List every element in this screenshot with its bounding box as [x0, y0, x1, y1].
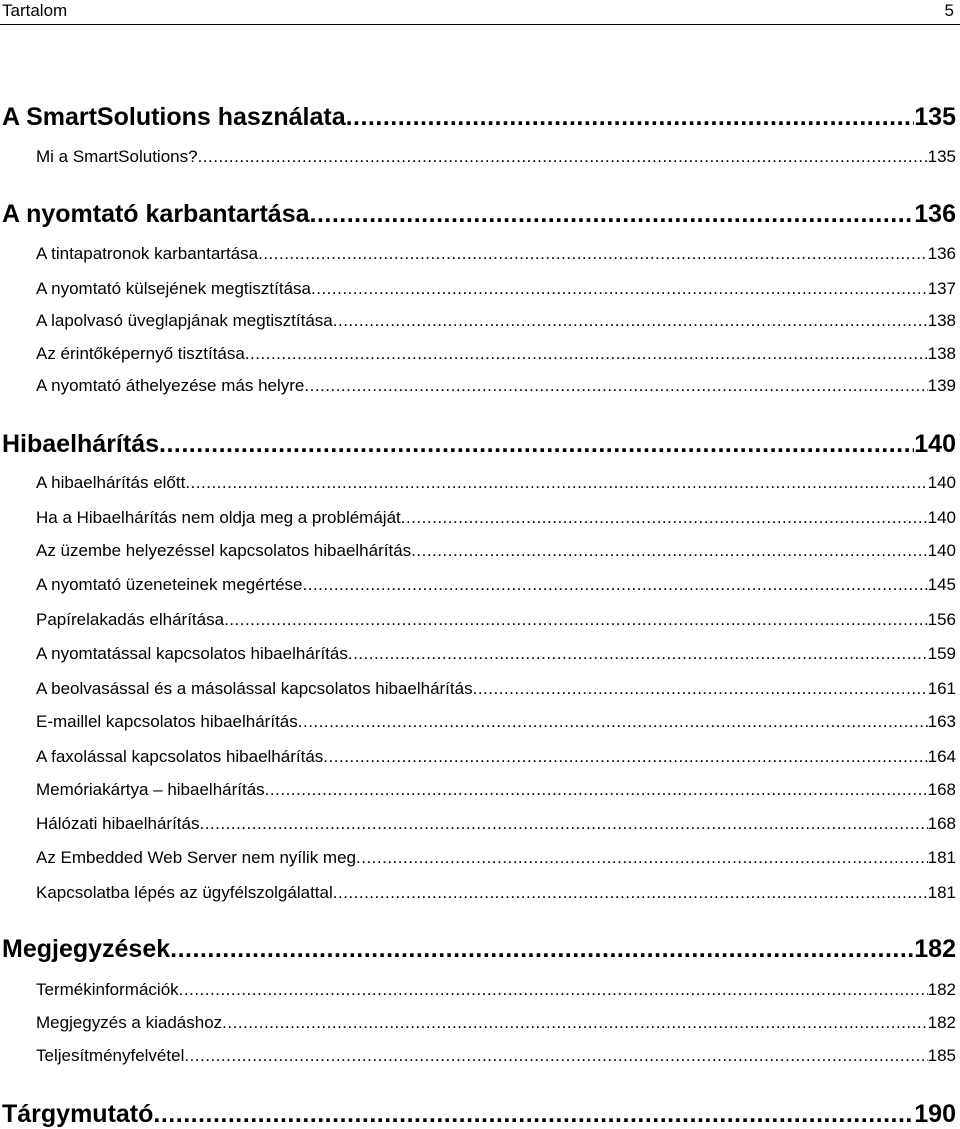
toc-entry-title: Hálózati hibaelhárítás [36, 814, 200, 833]
toc-entry-page: 190 [914, 1100, 956, 1128]
toc-leader-dots [473, 678, 928, 700]
toc-entry-page: 161 [927, 679, 956, 698]
toc-leader-dots [258, 243, 928, 265]
toc-leader-dots [346, 102, 915, 132]
toc-entry-page: 182 [914, 935, 956, 963]
toc-section-link[interactable] [36, 643, 956, 665]
toc-entry-page: 136 [927, 244, 956, 263]
toc-entry-title: Az Embedded Web Server nem nyílik meg [36, 848, 356, 867]
toc-section-link[interactable] [36, 278, 956, 300]
toc-entry-title: A beolvasással és a másolással kapcsolatos hibaelhárítás [36, 679, 473, 698]
toc-entry-title: A lapolvasó üveglapjának megtisztítása [36, 311, 333, 330]
toc-entry-page: 135 [914, 103, 956, 131]
toc-chapter-link[interactable] [2, 934, 956, 964]
toc-leader-dots [199, 813, 927, 835]
toc-entry-title: Az érintőképernyő tisztítása [36, 344, 245, 363]
toc-section-link[interactable] [36, 574, 956, 596]
toc-entry-page: 164 [927, 747, 956, 766]
toc-entry-page: 140 [927, 508, 956, 527]
toc-entry-title: A SmartSolutions használata [2, 103, 346, 131]
toc-entry-page: 159 [927, 644, 956, 663]
toc-entry-page: 138 [927, 344, 956, 363]
toc-entry-page: 182 [927, 980, 956, 999]
page-header [0, 0, 960, 22]
toc-entry-title: A nyomtató külsejének megtisztítása [36, 279, 311, 298]
toc-leader-dots [184, 1045, 927, 1067]
toc-entry-page: 168 [927, 814, 956, 833]
toc-section-link[interactable] [36, 343, 956, 365]
toc-leader-dots [265, 779, 928, 801]
toc-entry-title: Mi a SmartSolutions? [36, 147, 198, 166]
toc-entry-title: Megjegyzés a kiadáshoz [36, 1013, 223, 1032]
header-page-number: 5 [944, 1, 954, 20]
toc-leader-dots [323, 746, 927, 768]
toc-section-link[interactable] [36, 678, 956, 700]
toc-entry-title: Megjegyzések [2, 935, 171, 963]
toc-entry-title: Az üzembe helyezéssel kapcsolatos hibaelhárítás [36, 541, 412, 560]
toc-leader-dots [153, 1099, 914, 1129]
toc-entry-title: A tintapatronok karbantartása [36, 244, 259, 263]
toc-section-link[interactable] [36, 243, 956, 265]
toc-section-link[interactable] [36, 540, 956, 562]
toc-entry-title: E-maillel kapcsolatos hibaelhárítás [36, 712, 298, 731]
toc-entry-page: 181 [927, 848, 956, 867]
toc-entry-page: 137 [927, 279, 956, 298]
toc-section-link[interactable] [36, 979, 956, 1001]
header-section-title: Tartalom [2, 1, 68, 20]
toc-chapter-link[interactable] [2, 102, 956, 132]
toc-entry-page: 163 [927, 712, 956, 731]
toc-leader-dots [298, 711, 928, 733]
toc-entry-page: 168 [927, 780, 956, 799]
toc-leader-dots [179, 979, 928, 1001]
toc-section-link[interactable] [36, 472, 956, 494]
toc-section-link[interactable] [36, 1045, 956, 1067]
toc-section-link[interactable] [36, 847, 956, 869]
toc-section-link[interactable] [36, 813, 956, 835]
toc-leader-dots [333, 310, 928, 332]
toc-leader-dots [310, 199, 915, 229]
toc-entry-title: Termékinformációk [36, 980, 179, 999]
toc-entry-page: 140 [927, 541, 956, 560]
toc-section-link[interactable] [36, 746, 956, 768]
toc-section-link[interactable] [36, 310, 956, 332]
toc-section-link[interactable] [36, 711, 956, 733]
toc-entry-title: Kapcsolatba lépés az ügyfélszolgálattal [36, 883, 333, 902]
toc-entry-page: 140 [914, 430, 956, 458]
toc-entry-title: Memóriakártya – hibaelhárítás [36, 780, 265, 799]
toc-section-link[interactable] [36, 609, 956, 631]
toc-entry-page: 135 [927, 147, 956, 166]
toc-section-link[interactable] [36, 146, 956, 168]
toc-entry-title: A nyomtató üzeneteinek megértése [36, 575, 303, 594]
toc-entry-page: 139 [927, 376, 956, 395]
toc-entry-page: 136 [914, 200, 956, 228]
toc-leader-dots [411, 540, 927, 562]
toc-entry-page: 145 [927, 575, 956, 594]
toc-entry-title: Ha a Hibaelhárítás nem oldja meg a problémáját [36, 508, 401, 527]
toc-leader-dots [401, 507, 928, 529]
toc-entry-title: A nyomtatással kapcsolatos hibaelhárítás [36, 644, 348, 663]
toc-entry-page: 138 [927, 311, 956, 330]
toc-leader-dots [224, 609, 928, 631]
toc-leader-dots [222, 1012, 927, 1034]
toc-entry-page: 182 [927, 1013, 956, 1032]
toc-leader-dots [185, 472, 927, 494]
toc-section-link[interactable] [36, 507, 956, 529]
toc-entry-title: A nyomtató áthelyezése más helyre [36, 376, 305, 395]
toc-entry-page: 140 [927, 473, 956, 492]
toc-leader-dots [303, 574, 928, 596]
toc-leader-dots [304, 375, 927, 397]
toc-leader-dots [159, 429, 914, 459]
toc-leader-dots [170, 934, 914, 964]
toc-entry-title: Papírelakadás elhárítása [36, 610, 225, 629]
toc-chapter-link[interactable] [2, 1099, 956, 1129]
toc-leader-dots [245, 343, 928, 365]
toc-section-link[interactable] [36, 882, 956, 904]
toc-entry-page: 181 [927, 883, 956, 902]
toc-entry-title: A nyomtató karbantartása [2, 200, 310, 228]
toc-entry-page: 156 [927, 610, 956, 629]
toc-leader-dots [333, 882, 928, 904]
toc-chapter-link[interactable] [2, 429, 956, 459]
toc-entry-title: Hibaelhárítás [2, 430, 160, 458]
toc-entry-title: A hibaelhárítás előtt [36, 473, 186, 492]
toc-leader-dots [348, 643, 928, 665]
toc-chapter-link[interactable] [2, 199, 956, 229]
toc-entry-title: Teljesítményfelvétel [36, 1046, 185, 1065]
toc-section-link[interactable] [36, 779, 956, 801]
toc-leader-dots [311, 278, 928, 300]
toc-section-link[interactable] [36, 375, 956, 397]
header-divider [0, 24, 960, 25]
toc-entry-page: 185 [927, 1046, 956, 1065]
toc-leader-dots [356, 847, 928, 869]
toc-entry-title: A faxolással kapcsolatos hibaelhárítás [36, 747, 324, 766]
toc-section-link[interactable] [36, 1012, 956, 1034]
toc-entry-title: Tárgymutató [2, 1100, 154, 1128]
toc-leader-dots [198, 146, 928, 168]
